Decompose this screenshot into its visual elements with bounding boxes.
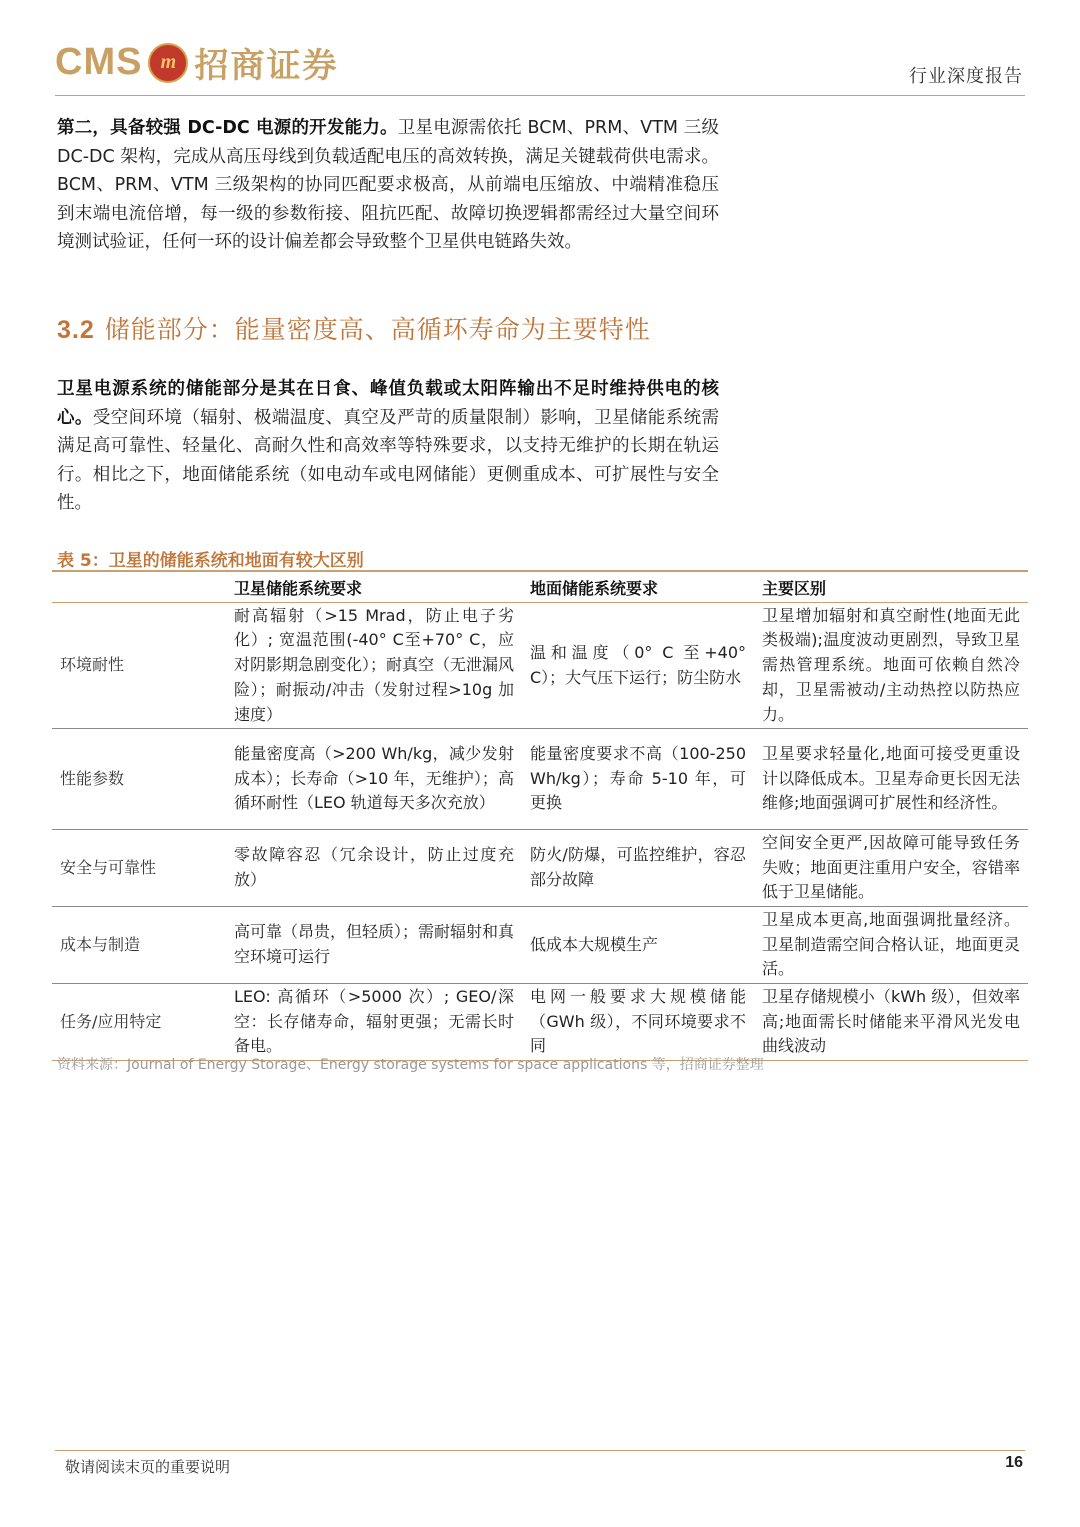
cell-difference: 卫星要求轻量化,地面可接受更重设计以降低成本。卫星寿命更长因无法维修;地面强调可扩展性和经济性。 [754, 729, 1028, 830]
paragraph-storage [57, 375, 719, 518]
paragraph-dcdc-lead: 第二，具备较强 DC-DC 电源的开发能力。 [57, 118, 398, 138]
report-type: 行业深度报告 [909, 66, 1023, 87]
cell-satellite: 能量密度高（>200 Wh/kg，减少发射成本）；长寿命（>10 年，无维护）；高循环耐性（LEO 轨道每天多次充放） [226, 729, 522, 830]
cell-ground: 能量密度要求不高（100-250 Wh/kg）；寿命 5-10 年，可更换 [522, 729, 754, 830]
page-header [0, 0, 1080, 100]
table-row [52, 984, 1028, 1061]
cell-satellite: 高可靠（昂贵，但轻质）；需耐辐射和真空环境可运行 [226, 907, 522, 984]
paragraph-dcdc-body: 卫星电源需依托 BCM、PRM、VTM 三级 DC-DC 架构，完成从高压母线到负载适配电压的高效转换，满足关键载荷供电需求。BCM、PRM、VTM 三级架构的协同匹配要求极高，从前端电压缩放、中端精准稳压到末端电流倍增，每一级的参数衔接、阻抗匹配、故障切换逻辑都需经过大量空间环境测试验证，任何一环的设计偏差都会导致整个卫星供电链路失效。 [57, 118, 719, 252]
table-row [52, 603, 1028, 729]
section-number: 3.2 [57, 316, 95, 344]
header-divider [55, 95, 1025, 96]
table-caption: 表 5：卫星的储能系统和地面有较大区别 [57, 551, 364, 571]
logo-chinese-name: 招商证券 [194, 46, 339, 86]
logo-cms-text: CMS [55, 41, 143, 83]
row-label: 成本与制造 [52, 907, 226, 984]
row-label: 环境耐性 [52, 603, 226, 729]
cell-satellite: 耐高辐射（>15 Mrad，防止电子劣化）; 宽温范围(-40° C至+70° C，应对阴影期急剧变化）；耐真空（无泄漏风险）；耐振动/冲击（发射过程>10g 加速度） [226, 603, 522, 729]
page-number: 16 [1005, 1454, 1023, 1471]
cell-ground: 电网一般要求大规模储能（GWh 级），不同环境要求不同 [522, 984, 754, 1061]
row-label: 性能参数 [52, 729, 226, 830]
paragraph-dcdc [57, 114, 719, 257]
cell-difference: 空间安全更严,因故障可能导致任务失败；地面更注重用户安全，容错率低于卫星储能。 [754, 830, 1028, 907]
table-header-row [52, 571, 1028, 603]
logo-emblem-icon: m [148, 43, 188, 83]
cell-difference: 卫星成本更高,地面强调批量经济。卫星制造需空间合格认证，地面更灵活。 [754, 907, 1028, 984]
footer-divider [55, 1450, 1025, 1451]
cell-ground: 防火/防爆，可监控维护，容忍部分故障 [522, 830, 754, 907]
cell-difference: 卫星增加辐射和真空耐性(地面无此类极端);温度波动更剧烈，导致卫星需热管理系统。地面可依赖自然冷却，卫星需被动/主动热控以防热应力。 [754, 603, 1028, 729]
paragraph-storage-lead: 卫星电源系统的储能部分是其在日食、峰值负载或太阳阵输出不足时维持供电的核心。 [57, 379, 719, 428]
table-header-satellite: 卫星储能系统要求 [226, 571, 522, 603]
table-source: 资料来源：Journal of Energy Storage、Energy storage systems for space applications 等，招商证券整理 [57, 1057, 764, 1073]
section-title-text: 储能部分：能量密度高、高循环寿命为主要特性 [104, 315, 651, 344]
comparison-table-wrapper [52, 570, 1028, 1061]
table-header-ground: 地面储能系统要求 [522, 571, 754, 603]
cell-satellite: 零故障容忍（冗余设计，防止过度充放） [226, 830, 522, 907]
section-heading [57, 310, 651, 346]
cell-ground: 温和温度（0° C 至+40° C）；大气压下运行；防尘防水 [522, 603, 754, 729]
cell-difference: 卫星存储规模小（kWh 级），但效率高;地面需长时储能来平滑风光发电曲线波动 [754, 984, 1028, 1061]
table-header-blank [52, 571, 226, 603]
table-row [52, 729, 1028, 830]
table-header-difference: 主要区别 [754, 571, 1028, 603]
company-logo [55, 38, 338, 87]
footer-notice: 敬请阅读末页的重要说明 [65, 1458, 231, 1476]
cell-satellite: LEO: 高循环（>5000 次）; GEO/深空：长存储寿命，辐射更强；无需长时备电。 [226, 984, 522, 1061]
row-label: 安全与可靠性 [52, 830, 226, 907]
row-label: 任务/应用特定 [52, 984, 226, 1061]
table-row [52, 830, 1028, 907]
cell-ground: 低成本大规模生产 [522, 907, 754, 984]
paragraph-storage-body: 受空间环境（辐射、极端温度、真空及严苛的质量限制）影响，卫星储能系统需满足高可靠性、轻量化、高耐久性和高效率等特殊要求，以支持无维护的长期在轨运行。相比之下，地面储能系统（如电动车或电网储能）更侧重成本、可扩展性与安全性。 [57, 407, 720, 513]
comparison-table [52, 570, 1028, 1061]
table-row [52, 907, 1028, 984]
